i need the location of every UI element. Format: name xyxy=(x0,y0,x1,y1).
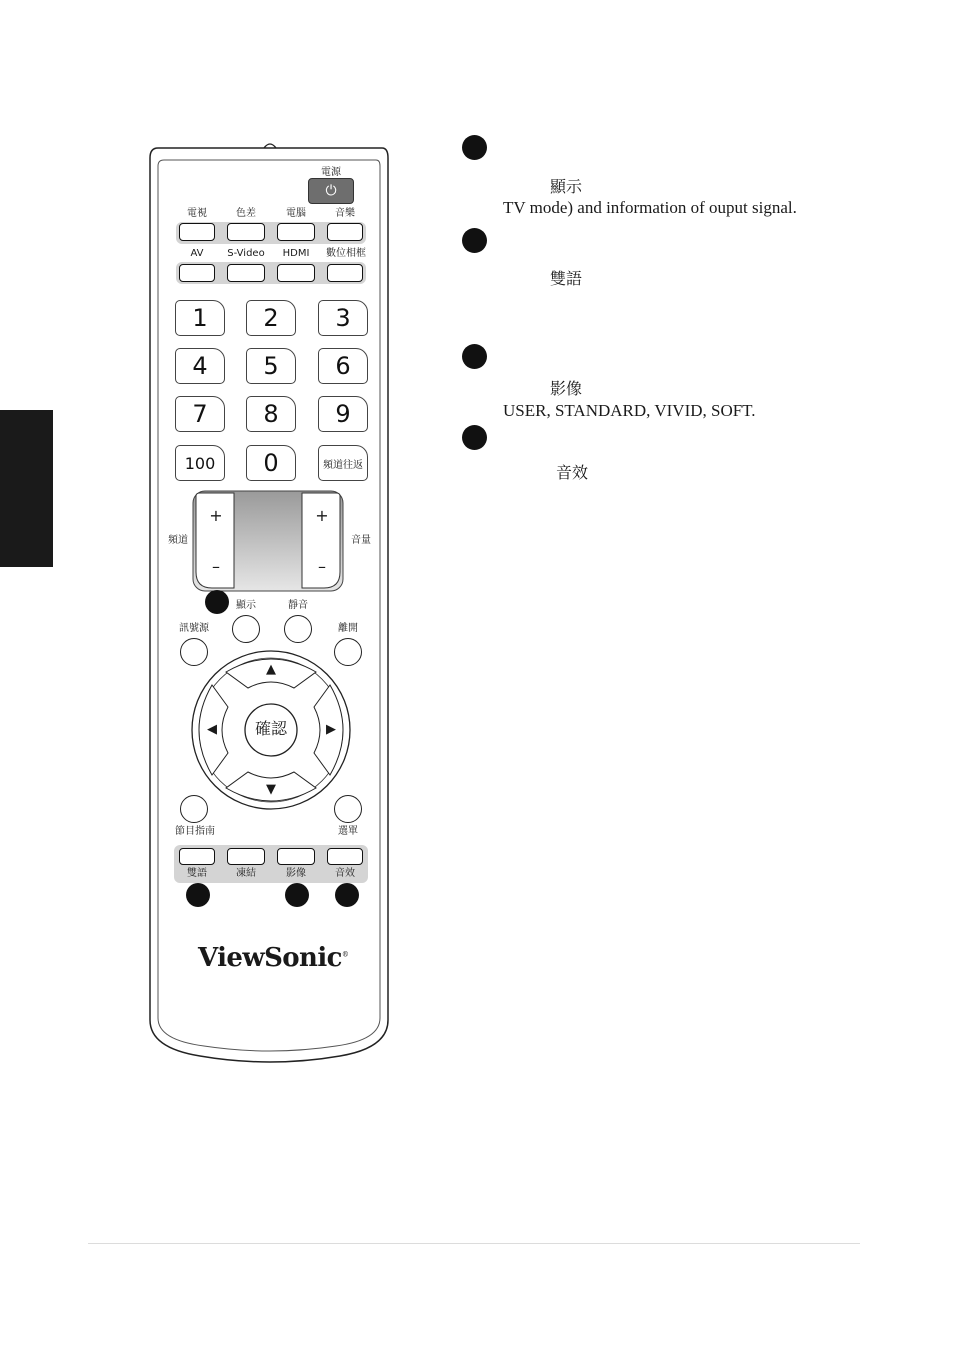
bilingual-button[interactable] xyxy=(179,848,215,865)
power-icon: ⏻ xyxy=(325,183,337,199)
source-label-av: AV xyxy=(190,248,204,259)
volume-minus-icon[interactable]: – xyxy=(318,557,326,576)
ok-button[interactable]: 確認 xyxy=(254,719,288,738)
down-arrow-icon[interactable]: ▼ xyxy=(266,782,276,797)
source-label: 訊號源 xyxy=(179,623,209,634)
num-button-100[interactable]: 100 xyxy=(175,445,225,481)
num-button-1[interactable]: 1 xyxy=(175,300,225,336)
footer-rule xyxy=(88,1243,860,1244)
callout-dot-1 xyxy=(462,135,487,160)
menu-label: 選單 xyxy=(338,826,358,837)
desc-label-sound: 音效 xyxy=(556,463,589,482)
freeze-button[interactable] xyxy=(227,848,265,865)
right-arrow-icon[interactable]: ▶ xyxy=(326,722,336,737)
num-button-7[interactable]: 7 xyxy=(175,396,225,432)
desc-text-picture: USER, STANDARD, VIVID, SOFT. xyxy=(503,401,756,420)
tv-button[interactable] xyxy=(179,223,215,241)
source-label-pc: 電腦 xyxy=(286,208,306,219)
music-button[interactable] xyxy=(327,223,363,241)
num-button-2[interactable]: 2 xyxy=(246,300,296,336)
source-label-music: 音樂 xyxy=(335,208,355,219)
exit-label: 離開 xyxy=(338,623,358,634)
channel-plus-icon[interactable]: + xyxy=(209,506,223,525)
source-label-photo-frame: 數位相框 xyxy=(326,248,366,259)
num-button-3[interactable]: 3 xyxy=(318,300,368,336)
channel-label: 頻道 xyxy=(168,535,188,546)
volume-label: 音量 xyxy=(351,535,371,546)
picture-button[interactable] xyxy=(277,848,315,865)
hdmi-button[interactable] xyxy=(277,264,315,282)
mute-label: 靜音 xyxy=(288,600,308,611)
source-label-hdmi: HDMI xyxy=(282,248,310,259)
photo-frame-button[interactable] xyxy=(327,264,363,282)
component-button[interactable] xyxy=(227,223,265,241)
up-arrow-icon[interactable]: ▲ xyxy=(266,662,276,677)
power-button[interactable] xyxy=(308,178,354,204)
guide-button[interactable] xyxy=(180,795,208,823)
picture-label: 影像 xyxy=(286,868,306,879)
power-label: 電源 xyxy=(321,167,341,178)
channel-minus-icon[interactable]: – xyxy=(212,557,220,576)
brand-logo: ViewSonic® xyxy=(198,943,349,973)
callout-dot-display xyxy=(205,590,229,614)
desc-label-display: 顯示 xyxy=(550,177,583,196)
callout-dot-2 xyxy=(462,228,487,253)
menu-button[interactable] xyxy=(334,795,362,823)
num-button-0[interactable]: 0 xyxy=(246,445,296,481)
source-label-tv: 電視 xyxy=(187,208,207,219)
display-button[interactable] xyxy=(232,615,260,643)
pc-button[interactable] xyxy=(277,223,315,241)
source-label-component: 色差 xyxy=(236,208,256,219)
num-button-8[interactable]: 8 xyxy=(246,396,296,432)
sound-label: 音效 xyxy=(335,868,355,879)
av-button[interactable] xyxy=(179,264,215,282)
volume-plus-icon[interactable]: + xyxy=(315,506,329,525)
channel-return-button[interactable]: 頻道往返 xyxy=(318,445,368,481)
num-button-4[interactable]: 4 xyxy=(175,348,225,384)
num-button-5[interactable]: 5 xyxy=(246,348,296,384)
freeze-label: 凍結 xyxy=(236,868,256,879)
callout-dot-bilingual xyxy=(186,883,210,907)
mute-button[interactable] xyxy=(284,615,312,643)
sound-button[interactable] xyxy=(327,848,363,865)
guide-label: 節目指南 xyxy=(175,826,215,837)
callout-dot-picture xyxy=(285,883,309,907)
num-button-9[interactable]: 9 xyxy=(318,396,368,432)
bilingual-label: 雙語 xyxy=(187,868,207,879)
desc-label-picture: 影像 xyxy=(550,379,583,398)
callout-dot-sound xyxy=(335,883,359,907)
source-label-svideo: S-Video xyxy=(227,248,265,259)
desc-text-display: TV mode) and information of ouput signal. xyxy=(503,198,797,217)
display-label: 顯示 xyxy=(236,600,256,611)
callout-dot-3 xyxy=(462,344,487,369)
left-arrow-icon[interactable]: ◀ xyxy=(207,722,217,737)
num-button-6[interactable]: 6 xyxy=(318,348,368,384)
desc-label-bilingual: 雙語 xyxy=(550,269,583,288)
callout-dot-4 xyxy=(462,425,487,450)
svideo-button[interactable] xyxy=(227,264,265,282)
